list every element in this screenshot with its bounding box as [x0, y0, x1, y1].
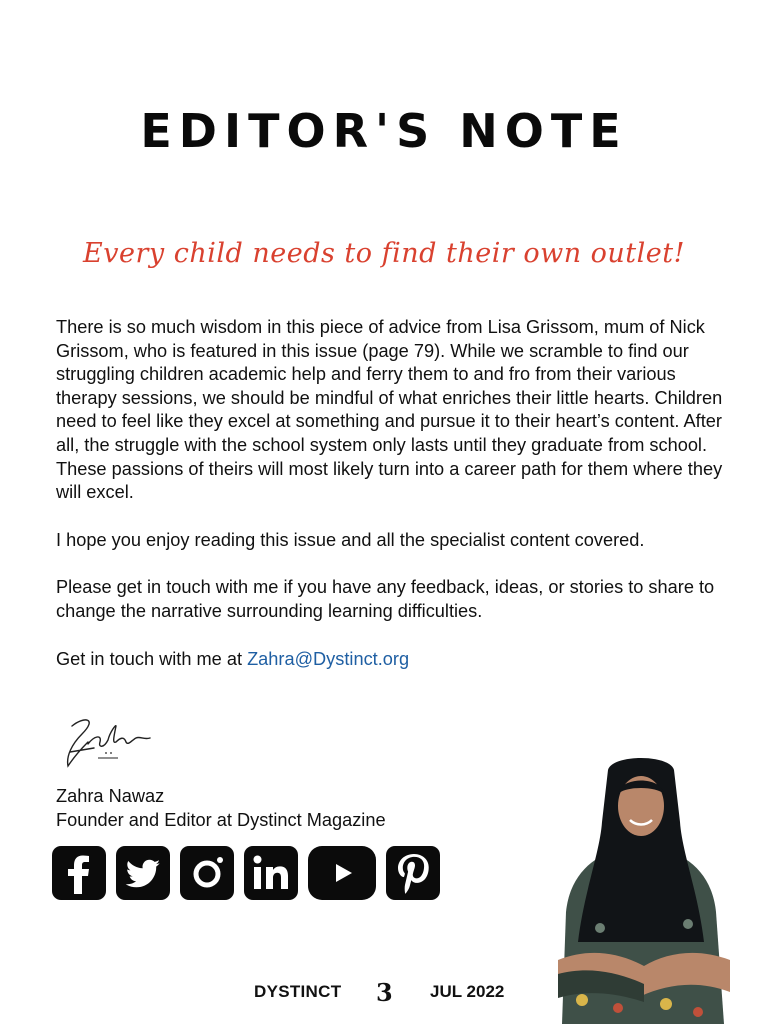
facebook-icon[interactable]: [52, 846, 106, 900]
youtube-icon[interactable]: [308, 846, 376, 900]
signer-role: Founder and Editor at Dystinct Magazine: [56, 810, 386, 830]
signer-block: [56, 784, 386, 832]
contact-line: [56, 648, 728, 672]
paragraph: I hope you enjoy reading this issue and all the specialist content covered.: [56, 529, 645, 550]
signer-name: Zahra Nawaz: [56, 786, 165, 806]
linkedin-icon[interactable]: [244, 846, 298, 900]
page-number: 3: [376, 978, 393, 1007]
tagline: Every child needs to find their own outlet!: [83, 238, 685, 269]
article-body: [56, 316, 728, 695]
twitter-icon[interactable]: [116, 846, 170, 900]
instagram-icon[interactable]: [180, 846, 234, 900]
social-links: [52, 846, 440, 900]
page-footer: [0, 978, 768, 1008]
email-link[interactable]: Zahra@Dystinct.org: [247, 648, 410, 669]
footer-brand: DYSTINCT: [254, 982, 342, 1001]
page-title: EDITOR'S NOTE: [140, 104, 628, 158]
pinterest-icon[interactable]: [386, 846, 440, 900]
signature-image: [58, 712, 158, 776]
contact-prefix: Get in touch with me at: [56, 648, 248, 669]
issue-date: JUL 2022: [430, 982, 505, 1001]
paragraph: Please get in touch with me if you have any feedback, ideas, or stories to share to change the narrative surrounding learning difficulties.: [56, 577, 715, 621]
paragraph: There is so much wisdom in this piece of advice from Lisa Grissom, mum of Nick Grissom, who is featured in this issue (page 79). While we scramble to find our struggling children academic help and ferry them to and fro from their various therapy sessions, we should be mindful of what enriches their little hearts. Children need to feel like they excel at something and pursue it to their heart’s content. After all, the struggle with the school system only lasts until they graduate from school. These passions of theirs will most likely turn into a career path for them where they will excel.: [56, 317, 723, 503]
